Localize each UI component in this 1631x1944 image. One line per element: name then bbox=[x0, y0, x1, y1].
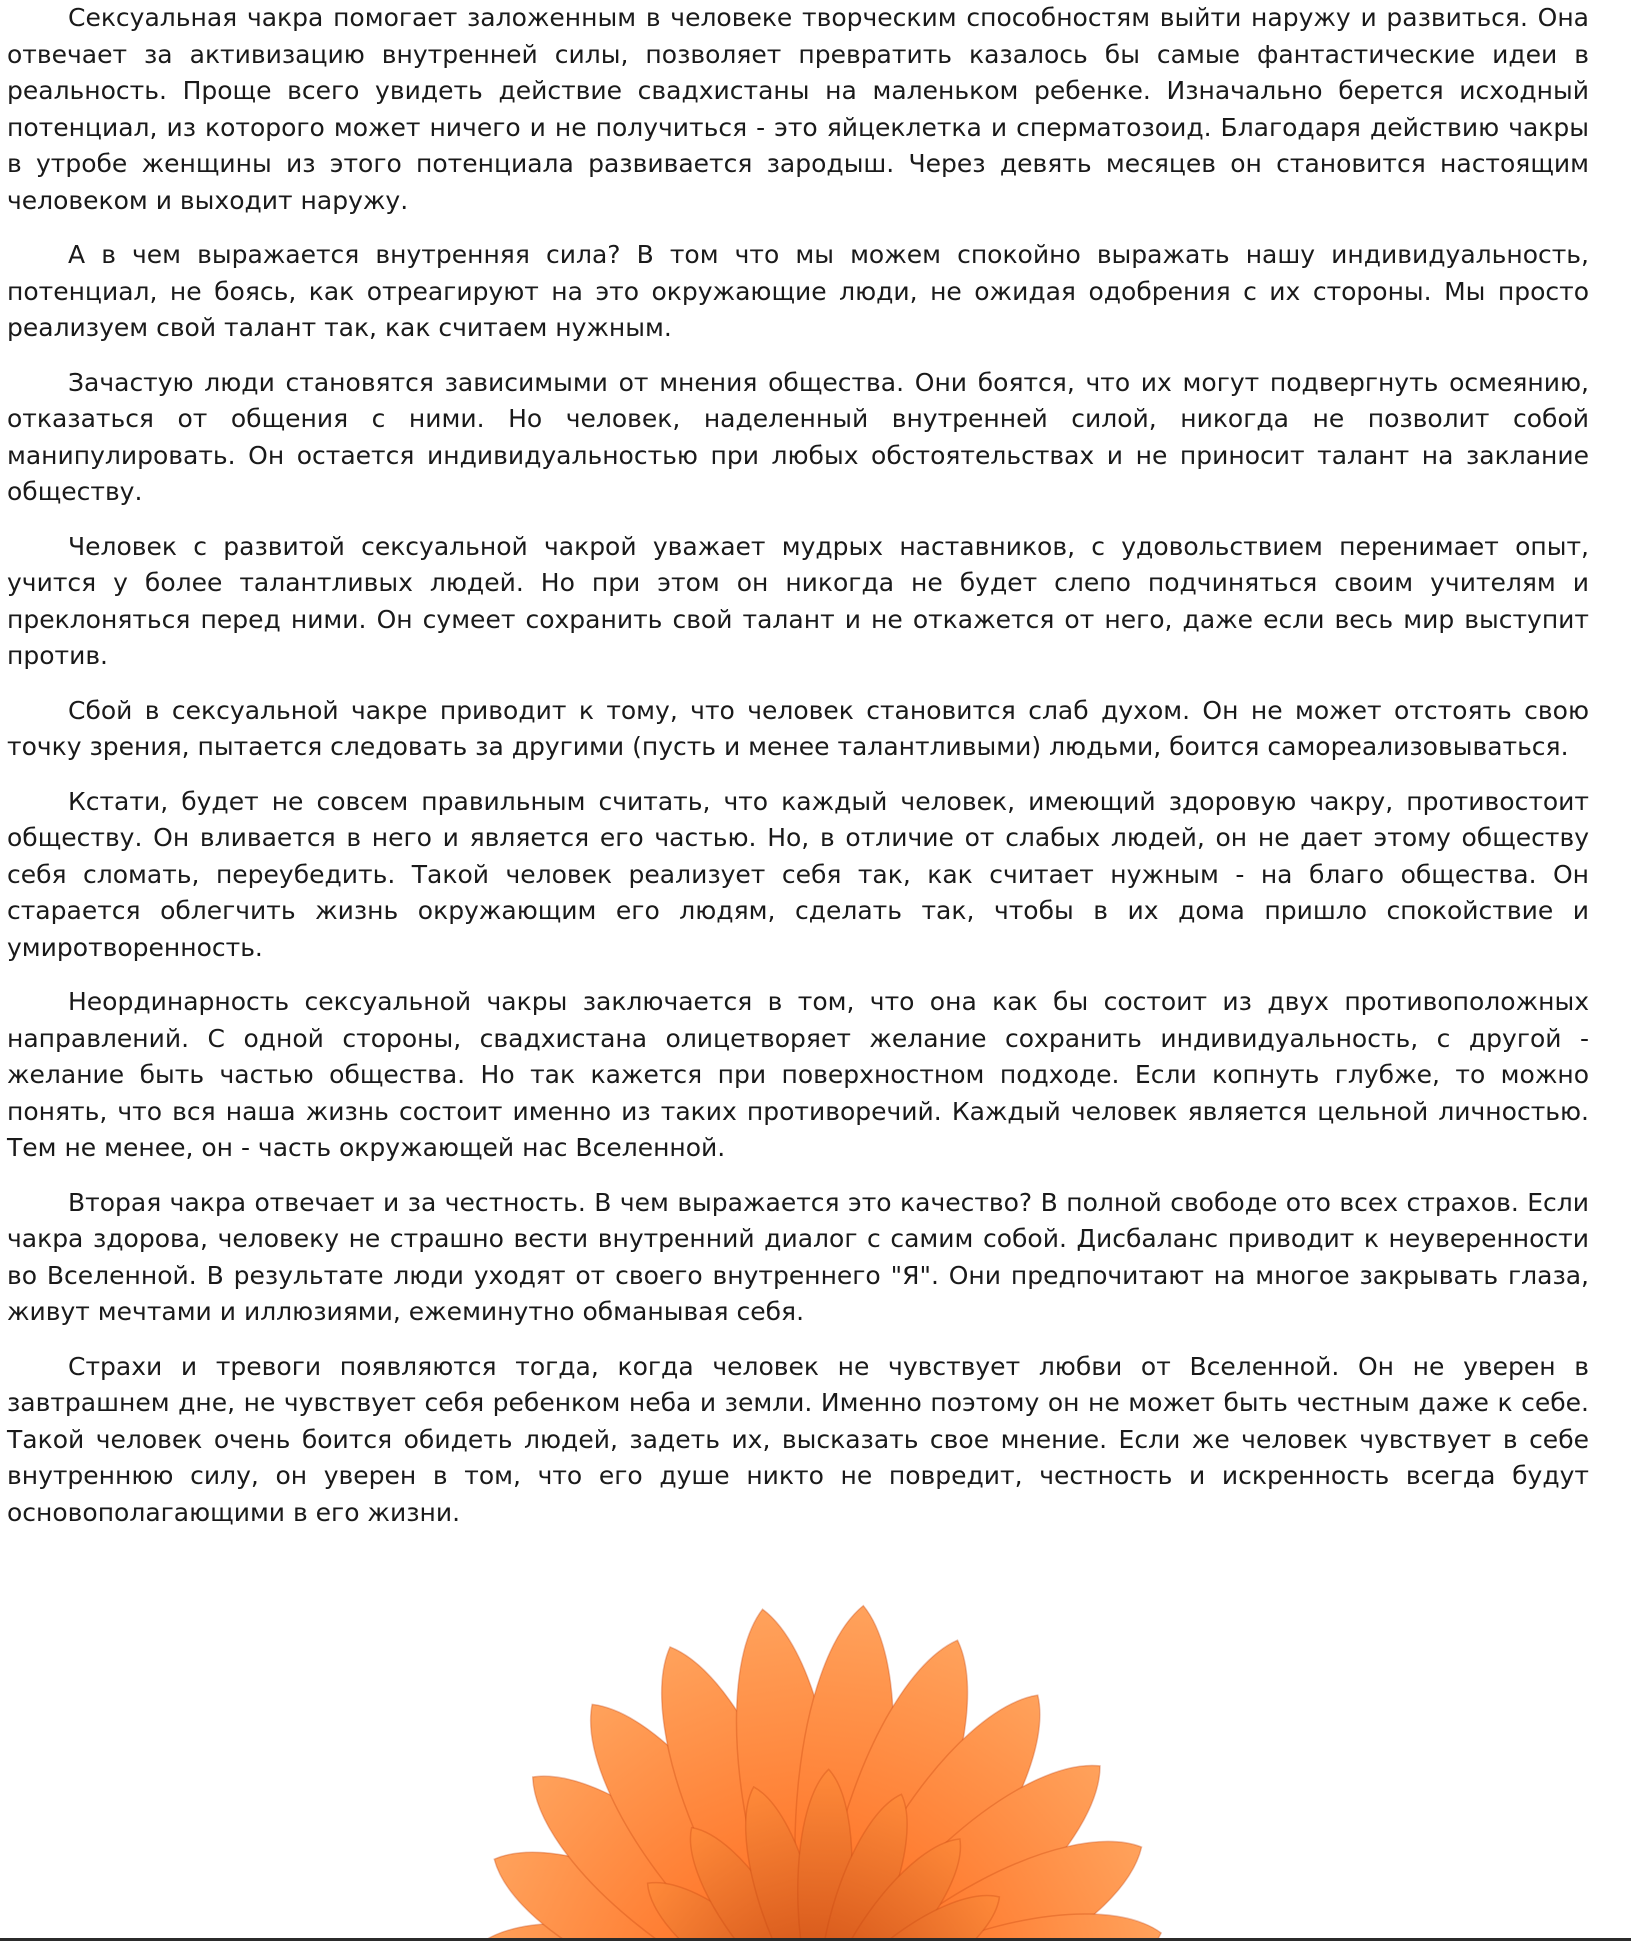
paragraph-6: Кстати, будет не совсем правильным считать, что каждый человек, имеющий здоровую чакру, противостоит обществу. Он вливается в него и является его частью. Но, в отличие от слабых людей, он не дает этому обществу себя сломать, переубедить. Такой человек реализует себя так, как считает нужным - на благо общества. Он старается облегчить жизнь окружающим его людям, сделать так, чтобы в их дома пришло спокойствие и умиротворенность. bbox=[7, 786, 1589, 962]
paragraph-5: Сбой в сексуальной чакре приводит к тому, что человек становится слаб духом. Он не может отстоять свою точку зрения, пытается следовать за другими (пусть и менее талантливыми) людьми, боится самореализовываться. bbox=[7, 695, 1589, 761]
paragraph-2: А в чем выражается внутренняя сила? В том что мы можем спокойно выражать нашу индивидуальность, потенциал, не боясь, как отреагируют на это окружающие люди, не ожидая одобрения с их стороны. Мы просто реализуем свой талант так, как считаем нужным. bbox=[7, 240, 1589, 342]
paragraph-4: Человек с развитой сексуальной чакрой уважает мудрых наставников, с удовольствием перенимает опыт, учится у более талантливых людей. Но при этом он никогда не будет слепо подчиняться своим учителям и преклоняться перед ними. Он сумеет сохранить свой талант и не откажется от него, даже если весь мир выступит против. bbox=[7, 531, 1589, 670]
gerbera-flower-image bbox=[380, 1588, 1260, 1940]
paragraph-3: Зачастую люди становятся зависимыми от мнения общества. Они боятся, что их могут подвергнуть осмеянию, отказаться от общения с ними. Но человек, наделенный внутренней силой, никогда не позволит собой манипулировать. Он остается индивидуальностью при любых обстоятельствах и не приносит талант на заклание обществу. bbox=[7, 367, 1589, 506]
paragraph-1: Сексуальная чакра помогает заложенным в человеке творческим способностям выйти наружу и развиться. Она отвечает за активизацию внутренней силы, позволяет превратить казалось бы самые фантастические идеи в реальность. Проще всего увидеть действие свадхистаны на маленьком ребенке. Изначально берется исходный потенциал, из которого может ничего и не получиться - это яйцеклетка и сперматозоид. Благодаря действию чакры в утробе женщины из этого потенциала развивается зародыш. Через девять месяцев он становится настоящим человеком и выходит наружу. bbox=[7, 3, 1589, 215]
article-body bbox=[7, 0, 1589, 1549]
flower-illustration bbox=[380, 1588, 1260, 1940]
paragraph-9: Страхи и тревоги появляются тогда, когда человек не чувствует любви от Вселенной. Он не уверен в завтрашнем дне, не чувствует себя ребенком неба и земли. Именно поэтому он не может быть честным даже к себе. Такой человек очень боится обидеть людей, задеть их, высказать свое мнение. Если же человек чувствует в себе внутреннюю силу, он уверен в том, что его душе никто не повредит, честность и искренность всегда будут основополагающими в его жизни. bbox=[7, 1351, 1589, 1527]
page-bottom-border bbox=[0, 1938, 1631, 1941]
paragraph-8: Вторая чакра отвечает и за честность. В чем выражается это качество? В полной свободе ото всех страхов. Если чакра здорова, человеку не страшно вести внутренний диалог с самим собой. Дисбаланс приводит к неуверенности во Вселенной. В результате люди уходят от своего внутреннего "Я". Они предпочитают на многое закрывать глаза, живут мечтами и иллюзиями, ежеминутно обманывая себя. bbox=[7, 1187, 1589, 1326]
paragraph-7: Неординарность сексуальной чакры заключается в том, что она как бы состоит из двух противоположных направлений. С одной стороны, свадхистана олицетворяет желание сохранить индивидуальность, с другой - желание быть частью общества. Но так кажется при поверхностном подходе. Если копнуть глубже, то можно понять, что вся наша жизнь состоит именно из таких противоречий. Каждый человек является цельной личностью. Тем не менее, он - часть окружающей нас Вселенной. bbox=[7, 987, 1589, 1162]
